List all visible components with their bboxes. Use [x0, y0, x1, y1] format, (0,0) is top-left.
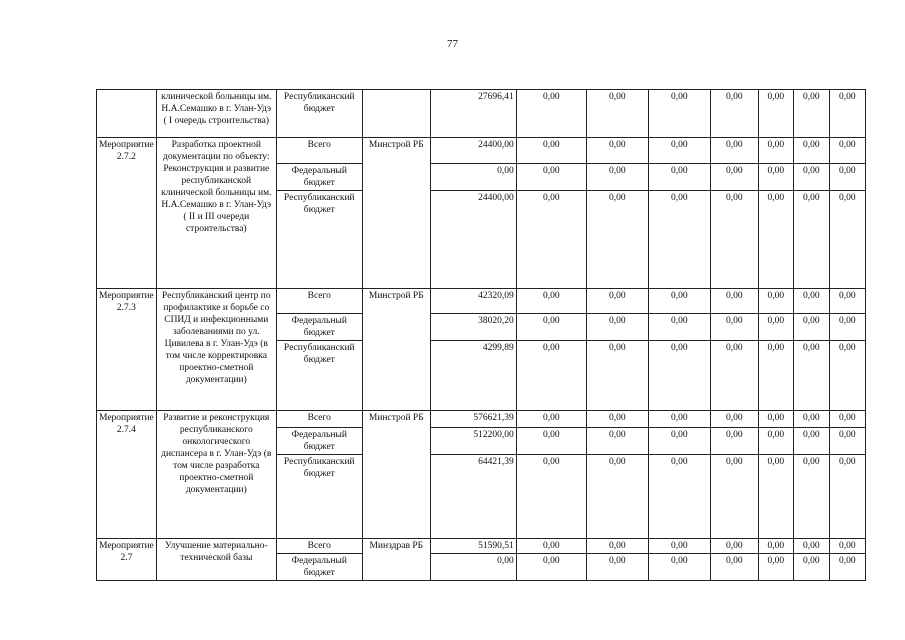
year-amount: 0,00	[648, 138, 710, 164]
total-amount: 51590,51	[430, 539, 516, 554]
total-amount: 38020,20	[430, 314, 516, 341]
year-amount: 0,00	[829, 314, 865, 341]
year-amount: 0,00	[758, 428, 793, 455]
year-amount: 0,00	[793, 138, 829, 164]
year-amount: 0,00	[586, 164, 648, 191]
funding-source: Всего	[276, 411, 362, 428]
funding-source: Всего	[276, 138, 362, 164]
page-number: 77	[447, 38, 458, 50]
total-amount: 512200,00	[430, 428, 516, 455]
total-amount: 4299,89	[430, 341, 516, 411]
total-amount: 0,00	[430, 554, 516, 581]
funding-source: Федеральный бюджет	[276, 164, 362, 191]
year-amount: 0,00	[648, 455, 710, 539]
total-amount: 64421,39	[430, 455, 516, 539]
year-amount: 0,00	[793, 554, 829, 581]
year-amount: 0,00	[758, 341, 793, 411]
year-amount: 0,00	[758, 411, 793, 428]
funding-source: Всего	[276, 289, 362, 314]
measure-name: Республиканский центр по профилактике и борьбе со СПИД и инфекционными заболеваниями по ул. Цивилева в г. Улан-Удэ (в том числе корректировка проектно-сметной документации)	[156, 289, 276, 411]
year-amount: 0,00	[758, 138, 793, 164]
table-row	[97, 539, 866, 554]
year-amount: 0,00	[829, 341, 865, 411]
year-amount: 0,00	[516, 289, 586, 314]
funding-source: Федеральный бюджет	[276, 428, 362, 455]
year-amount: 0,00	[516, 341, 586, 411]
year-amount: 0,00	[793, 90, 829, 138]
responsible-executor: Минстрой РБ	[362, 411, 430, 539]
total-amount: 0,00	[430, 164, 516, 191]
responsible-executor: Минстрой РБ	[362, 289, 430, 411]
table-row	[97, 90, 866, 138]
year-amount: 0,00	[586, 411, 648, 428]
year-amount: 0,00	[710, 90, 758, 138]
year-amount: 0,00	[710, 289, 758, 314]
table-row	[97, 411, 866, 428]
year-amount: 0,00	[648, 314, 710, 341]
year-amount: 0,00	[710, 341, 758, 411]
funding-source: Федеральный бюджет	[276, 314, 362, 341]
table-row	[97, 289, 866, 314]
year-amount: 0,00	[829, 411, 865, 428]
year-amount: 0,00	[758, 455, 793, 539]
year-amount: 0,00	[793, 411, 829, 428]
year-amount: 0,00	[586, 554, 648, 581]
year-amount: 0,00	[648, 289, 710, 314]
year-amount: 0,00	[648, 411, 710, 428]
year-amount: 0,00	[516, 191, 586, 289]
measure-code: Мероприятие 2.7.2	[97, 138, 157, 289]
year-amount: 0,00	[516, 554, 586, 581]
year-amount: 0,00	[793, 314, 829, 341]
year-amount: 0,00	[829, 138, 865, 164]
year-amount: 0,00	[516, 411, 586, 428]
year-amount: 0,00	[793, 341, 829, 411]
measure-name: Развитие и реконструкция республиканского онкологического диспансера в г. Улан-Удэ (в том числе разработка проектно-сметной документации)	[156, 411, 276, 539]
year-amount: 0,00	[758, 539, 793, 554]
year-amount: 0,00	[648, 428, 710, 455]
year-amount: 0,00	[793, 428, 829, 455]
year-amount: 0,00	[829, 191, 865, 289]
year-amount: 0,00	[648, 164, 710, 191]
budget-table	[96, 89, 866, 581]
measure-name: Улучшение материально-технической базы	[156, 539, 276, 581]
year-amount: 0,00	[710, 138, 758, 164]
year-amount: 0,00	[758, 554, 793, 581]
year-amount: 0,00	[793, 455, 829, 539]
year-amount: 0,00	[648, 554, 710, 581]
year-amount: 0,00	[793, 539, 829, 554]
year-amount: 0,00	[648, 341, 710, 411]
measure-code: Мероприятие 2.7.4	[97, 411, 157, 539]
table-body	[97, 90, 866, 581]
year-amount: 0,00	[586, 341, 648, 411]
year-amount: 0,00	[758, 289, 793, 314]
year-amount: 0,00	[829, 539, 865, 554]
total-amount: 42320,09	[430, 289, 516, 314]
year-amount: 0,00	[586, 90, 648, 138]
funding-source: Всего	[276, 539, 362, 554]
year-amount: 0,00	[648, 539, 710, 554]
year-amount: 0,00	[516, 539, 586, 554]
year-amount: 0,00	[516, 90, 586, 138]
year-amount: 0,00	[793, 289, 829, 314]
year-amount: 0,00	[793, 164, 829, 191]
funding-source: Республиканский бюджет	[276, 341, 362, 411]
year-amount: 0,00	[758, 90, 793, 138]
funding-source: Республиканский бюджет	[276, 191, 362, 289]
total-amount: 576621,39	[430, 411, 516, 428]
funding-source: Республиканский бюджет	[276, 90, 362, 138]
measure-code: Мероприятие 2.7.3	[97, 289, 157, 411]
year-amount: 0,00	[829, 90, 865, 138]
total-amount: 27696,41	[430, 90, 516, 138]
year-amount: 0,00	[829, 428, 865, 455]
year-amount: 0,00	[829, 289, 865, 314]
year-amount: 0,00	[829, 455, 865, 539]
responsible-executor: Минздрав РБ	[362, 539, 430, 581]
responsible-executor: Минстрой РБ	[362, 138, 430, 289]
year-amount: 0,00	[516, 428, 586, 455]
year-amount: 0,00	[648, 90, 710, 138]
year-amount: 0,00	[829, 164, 865, 191]
year-amount: 0,00	[586, 191, 648, 289]
year-amount: 0,00	[516, 138, 586, 164]
year-amount: 0,00	[710, 539, 758, 554]
funding-source: Федеральный бюджет	[276, 554, 362, 581]
year-amount: 0,00	[710, 314, 758, 341]
table-row	[97, 138, 866, 164]
year-amount: 0,00	[758, 191, 793, 289]
year-amount: 0,00	[516, 164, 586, 191]
year-amount: 0,00	[793, 191, 829, 289]
year-amount: 0,00	[586, 455, 648, 539]
year-amount: 0,00	[710, 191, 758, 289]
year-amount: 0,00	[516, 455, 586, 539]
year-amount: 0,00	[586, 289, 648, 314]
total-amount: 24400,00	[430, 191, 516, 289]
year-amount: 0,00	[586, 539, 648, 554]
year-amount: 0,00	[710, 411, 758, 428]
year-amount: 0,00	[516, 314, 586, 341]
year-amount: 0,00	[758, 164, 793, 191]
year-amount: 0,00	[710, 428, 758, 455]
year-amount: 0,00	[710, 554, 758, 581]
measure-name: Разработка проектной документации по объекту: Реконструкция и развитие республиканской клинической больницы им. Н.А.Семашко в г. Улан-Удэ ( II и III очереди строительства)	[156, 138, 276, 289]
year-amount: 0,00	[710, 455, 758, 539]
total-amount: 24400,00	[430, 138, 516, 164]
measure-code: Мероприятие 2.7	[97, 539, 157, 581]
year-amount: 0,00	[829, 554, 865, 581]
year-amount: 0,00	[586, 314, 648, 341]
year-amount: 0,00	[710, 164, 758, 191]
measure-code	[97, 90, 157, 138]
measure-name: клинической больницы им. Н.А.Семашко в г. Улан-Удэ ( I очередь строительства)	[156, 90, 276, 138]
funding-source: Республиканский бюджет	[276, 455, 362, 539]
year-amount: 0,00	[586, 428, 648, 455]
year-amount: 0,00	[648, 191, 710, 289]
year-amount: 0,00	[586, 138, 648, 164]
responsible-executor	[362, 90, 430, 138]
year-amount: 0,00	[758, 314, 793, 341]
